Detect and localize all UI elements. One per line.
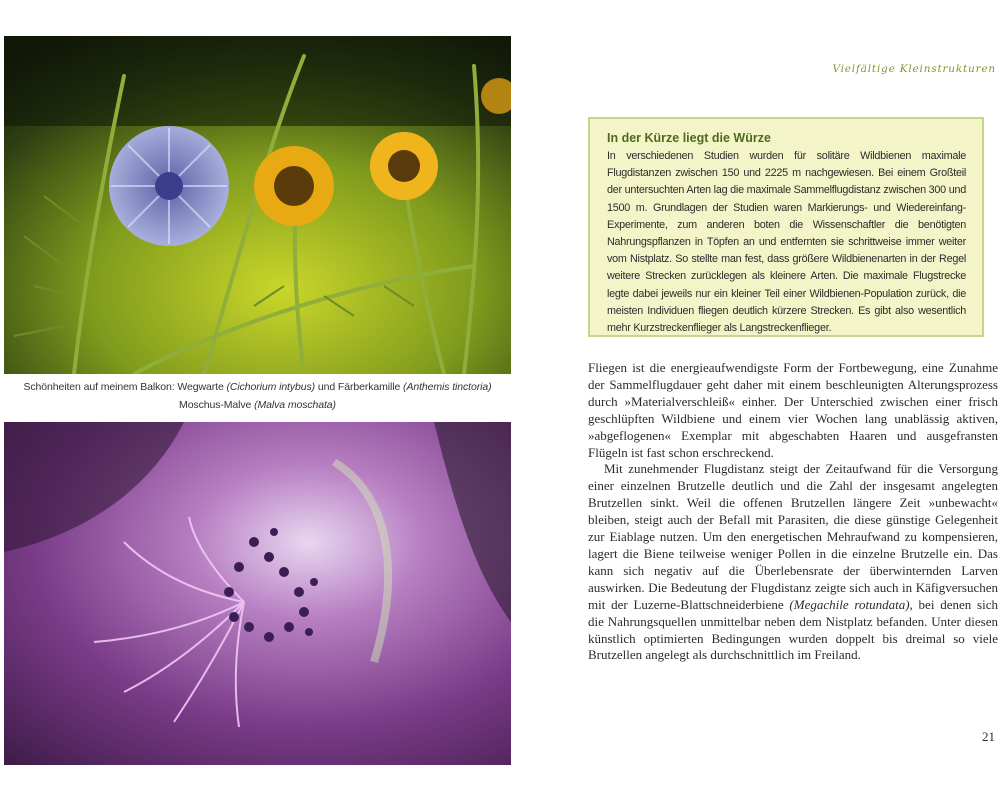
chamomile-flower-drawing-2 (370, 132, 438, 200)
info-box-title: In der Kürze liegt die Würze (607, 131, 771, 145)
body-paragraph-2-text: Mit zunehmender Flugdistanz steigt der Zeitaufwand für die Versorgung einer einzelnen Brutzelle deutlich und die Zahl der insgesamt angelegten Brutzellen sinkt. Weil die offenen Brutzellen längere Zeit »unbewacht« bleiben, steigt auch der Befall mit Parasiten, die diese günstige Gelegenheit zur Eiablage nutzen. Um den energetischen Mehraufwand zu kompensieren, lagert die Biene teilweise weniger Pollen in die einzelne Brutzelle ein. Das kann sich negativ auf die Überlebensrate der überwinternden Larven auswirken. Die Bedeutung der Flugdistanz zeigte sich auch in Käfigversuchen mit der Luzerne-Blattschneiderbiene (588, 461, 998, 612)
photo-musk-mallow (4, 422, 511, 765)
body-paragraph-1: Fliegen ist die energieaufwendigste Form der Fortbewegung, eine Zunahme der Sammelflugdauer geht daher mit einem beschleunigten Alterungsprozess durch »Materialverschleiß« einher. Der Unterschied zwischen einer frisch geschlüpften Wildbiene und einem vier Wochen lang unablässig aktiven, »abgeflogenen« Exemplar mit abgeschabten Haaren und ausgefransten Flügeln ist fast schon erschreckend. (588, 360, 998, 460)
body-paragraph-2-text-end: , bei denen sich die Nahrungsquellen unmittelbar neben dem Nistplatz befanden. Unter diesen künstlich optimierten Bedingungen wurden doppelt bis dreimal so viele Brutzellen angelegt als durchschnittlich im Freiland. (588, 596, 998, 663)
caption-text: Schönheiten auf meinem Balkon: Wegwarte (23, 381, 227, 393)
caption-malva (4, 399, 511, 411)
info-box (588, 117, 984, 337)
chicory-flower-drawing (109, 126, 229, 246)
info-box-text: In verschiedenen Studien wurden für solitäre Wildbienen maximale Flugdistanzen zwischen 150 und 2225 m nachgewiesen. Bei einem Großteil der untersuchten Arten lag die maximale Sammelflugdistanz zwischen 300 und 1500 m. Grundlagen der Studien waren Markierungs- und Wiedereinfang-Experimente, zum anderen boten die Wissenschaftler die benötigten Nahrungspflanzen in Töpfen an und entfernten sie schrittweise immer weiter vom Nistplatz. So stellte man fest, dass größere Wildbienenarten in der Regel weitere Strecken zurücklegen als kleinere Arten. Die maximale Flugstrecke legte dabei jeweils nur ein kleiner Teil einer Wildbienen-Population zurück, die meisten Individuen fliegen deutlich kürzere Strecken. Es gibt also wesentlich mehr Kurzstreckenflieger als Langstreckenflieger. (607, 150, 966, 335)
running-head: Vielfältige Kleinstrukturen (832, 63, 996, 75)
photo-chicory-chamomile (4, 36, 511, 374)
caption-text: und Färberkamille (315, 381, 404, 393)
caption-latin-cichorium: (Cichorium intybus) (226, 381, 316, 393)
caption-latin-malva: (Malva moschata) (254, 399, 336, 411)
body-latin-megachile: (Megachile rotundata) (789, 596, 910, 612)
caption-latin-anthemis: (Anthemis tinctoria) (403, 381, 492, 393)
page-number: 21 (982, 729, 995, 744)
body-paragraph-2 (588, 461, 998, 664)
caption-chicory-chamomile (4, 381, 511, 393)
chamomile-flower-drawing-1 (254, 146, 334, 226)
caption-text: Moschus-Malve (179, 399, 255, 411)
body-text (588, 360, 998, 664)
